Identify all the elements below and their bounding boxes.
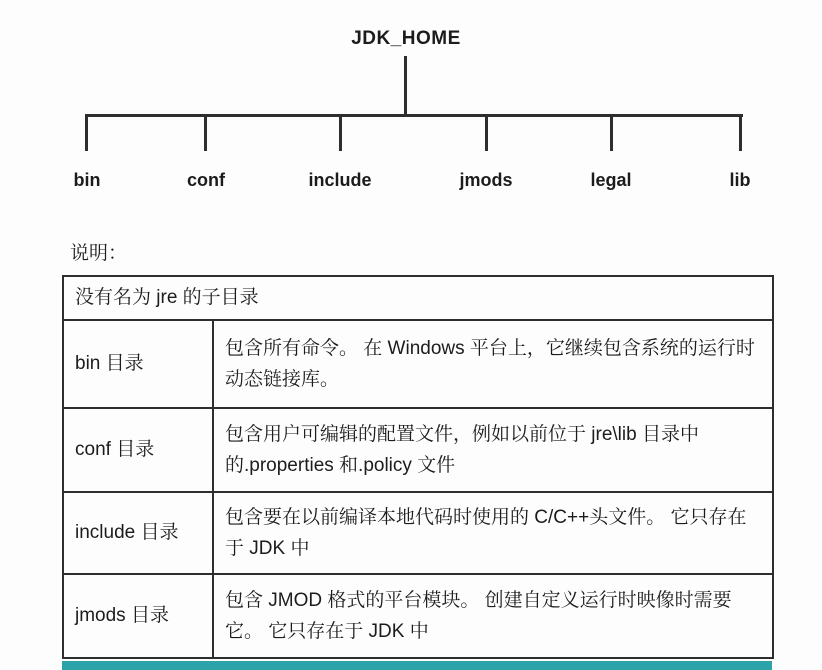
desc-cell-conf: 包含用户可编辑的配置文件，例如以前位于 jre\lib 目录中的.properties 和.policy 文件 (213, 408, 773, 492)
tree-tick-line (610, 114, 613, 151)
desc-cell-bin: 包含所有命令。 在 Windows 平台上，它继续包含系统的运行时动态链接库。 (213, 320, 773, 408)
jdk-directory-tree (0, 0, 822, 212)
tree-tick-line (739, 114, 742, 151)
table-intro-row (63, 276, 773, 320)
tree-tick-line (485, 114, 488, 151)
tree-leaf-jmods: jmods (459, 170, 513, 190)
tree-stem-line (404, 56, 407, 115)
note-label: 说明： (70, 243, 128, 264)
table-row (63, 574, 773, 658)
tree-tick-line (85, 114, 88, 151)
tree-branch-line (85, 114, 743, 117)
table-row (63, 320, 773, 408)
directory-description-table (62, 275, 774, 659)
dir-cell-conf: conf 目录 (63, 408, 213, 492)
tree-leaf-bin: bin (73, 170, 101, 190)
tree-leaf-include: include (308, 170, 372, 190)
dir-cell-include: include 目录 (63, 492, 213, 574)
tree-tick-line (339, 114, 342, 151)
tree-leaf-conf: conf (187, 170, 225, 190)
dir-cell-bin: bin 目录 (63, 320, 213, 408)
desc-cell-jmods: 包含 JMOD 格式的平台模块。 创建自定义运行时映像时需要它。 它只存在于 JDK 中 (213, 574, 773, 658)
tree-leaf-legal: legal (590, 170, 632, 190)
intro-cell: 没有名为 jre 的子目录 (63, 276, 773, 320)
tree-root-label: JDK_HOME (351, 28, 461, 49)
tree-tick-line (204, 114, 207, 151)
cut-off-row-strip (62, 661, 772, 670)
desc-cell-include: 包含要在以前编译本地代码时使用的 C/C++头文件。 它只存在于 JDK 中 (213, 492, 773, 574)
tree-leaf-lib: lib (729, 170, 751, 190)
table-row (63, 492, 773, 574)
dir-cell-jmods: jmods 目录 (63, 574, 213, 658)
table-row (63, 408, 773, 492)
